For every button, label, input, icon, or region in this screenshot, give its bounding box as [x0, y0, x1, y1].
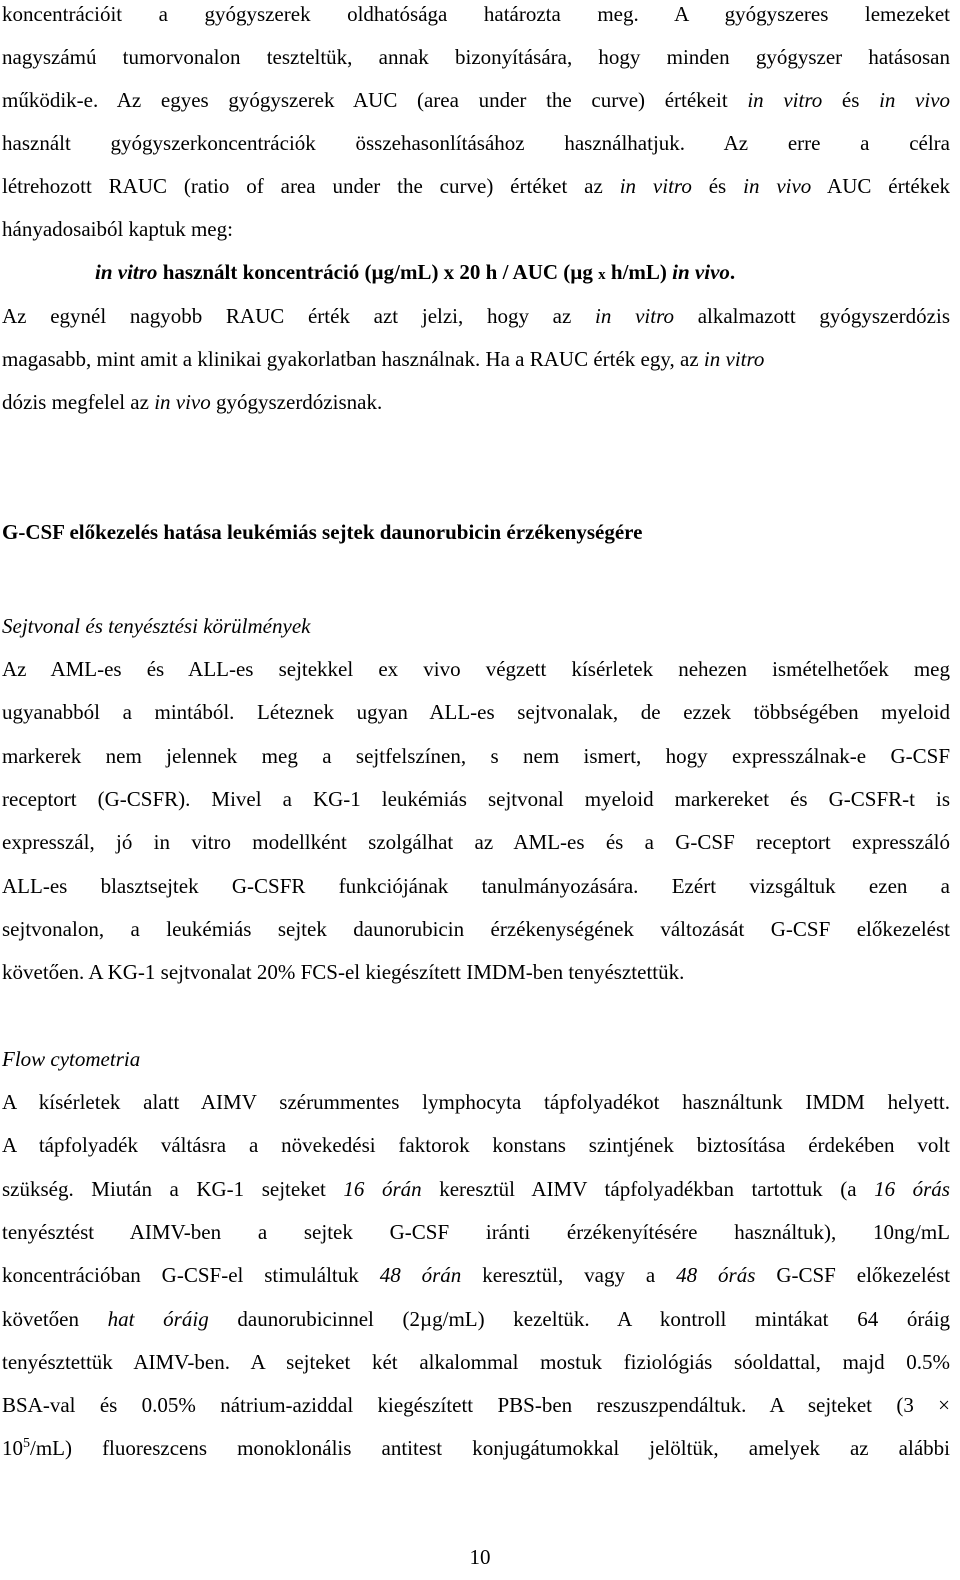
text-line: Az AML-es és ALL-es sejtekkel ex vivo végzett kísérletek nehezen ismételhetőek meg [2, 657, 950, 681]
text-line: ugyanabból a mintából. Léteznek ugyan ALL-es sejtvonalak, de ezzek többségében myeloid [2, 700, 950, 724]
text-line: koncentrációban G-CSF-el stimuláltuk 48 órán keresztül, vagy a 48 órás G-CSF előkezelést [2, 1263, 951, 1287]
page-number: 10 [469, 1545, 491, 1569]
section-heading: G-CSF előkezelés hatása leukémiás sejtek daunorubicin érzékenységére [2, 520, 643, 544]
text-line: tenyésztést AIMV-ben a sejtek G-CSF iránti érzékenyítésére használtuk), 10ng/mL [2, 1220, 950, 1244]
text-line: markerek nem jelennek meg a sejtfelszínen, s nem ismert, hogy expresszálnak-e G-CSF [2, 744, 950, 768]
text-line: magasabb, mint amit a klinikai gyakorlatban használnak. Ha a RAUC érték egy, az in vitro [2, 347, 765, 371]
text-line: használt gyógyszerkoncentrációk összehasonlításához használhatjuk. Az erre a célra [2, 131, 950, 155]
text-line: $10^5/mL$) fluoreszcens monoklonális antitest konjugátumokkal jelöltük, amelyek az alábbi [2, 1436, 950, 1460]
text-line: A tápfolyadék váltásra a növekedési faktorok konstans szintjének biztosítása érdekében volt [2, 1133, 950, 1157]
text-line: Az egynél nagyobb RAUC érték azt jelzi, hogy az in vitro alkalmazott gyógyszerdózis [2, 304, 951, 328]
subsection-title: Flow cytometria [2, 1047, 141, 1071]
text-line: nagyszámú tumorvonalon teszteltük, annak bizonyítására, hogy minden gyógyszer hatásosan [2, 45, 950, 69]
text-line: A kísérletek alatt AIMV szérummentes lymphocyta tápfolyadékot használtunk IMDM helyett. [2, 1090, 950, 1114]
rauc-formula: in vitro használt koncentráció (µg/mL) x 20 h / AUC (µg x h/mL) in vivo. [95, 260, 736, 284]
text-line: tenyésztettük AIMV-ben. A sejteket két alkalommal mostuk fiziológiás sóoldattal, majd 0.5% [2, 1350, 950, 1374]
text-line: követően hat óráig daunorubicinnel (2µg/mL) kezeltük. A kontroll mintákat 64 óráig [2, 1307, 951, 1331]
text-line: expresszál, jó in vitro modellként szolgálhat az AML-es és a G-CSF receptort expresszáló [2, 830, 950, 854]
text-line: dózis megfelel az in vivo gyógyszerdózisnak. [2, 390, 383, 414]
text-line: működik-e. Az egyes gyógyszerek AUC (area under the curve) értékeit in vitro és in vivo [2, 88, 951, 112]
text-line: hányadosaiból kaptuk meg: [2, 217, 233, 241]
text-line: ALL-es blasztsejtek G-CSFR funkciójának tanulmányozására. Ezért vizsgáltuk ezen a [2, 874, 950, 898]
text-line: receptort (G-CSFR). Mivel a KG-1 leukémiás sejtvonal myeloid markereket és G-CSFR-t is [2, 787, 950, 811]
text-line: szükség. Miután a KG-1 sejteket 16 órán keresztül AIMV tápfolyadékban tartottuk (a 16 órás [2, 1177, 950, 1201]
subsection-title: Sejtvonal és tenyésztési körülmények [2, 614, 311, 638]
text-line: létrehozott RAUC (ratio of area under the curve) értéket az in vitro és in vivo AUC értékek [2, 174, 951, 198]
text-line: BSA-val és 0.05% nátrium-aziddal kiegészített PBS-ben reszuszpendáltuk. A sejteket (3 × [2, 1393, 951, 1417]
text-line: sejtvonalon, a leukémiás sejtek daunorubicin érzékenységének változását G-CSF előkezelést [2, 917, 950, 941]
text-line: koncentrációit a gyógyszerek oldhatósága határozta meg. A gyógyszeres lemezeket [2, 2, 950, 26]
text-line: követően. A KG-1 sejtvonalat 20% FCS-el kiegészített IMDM-ben tenyésztettük. [2, 960, 685, 984]
